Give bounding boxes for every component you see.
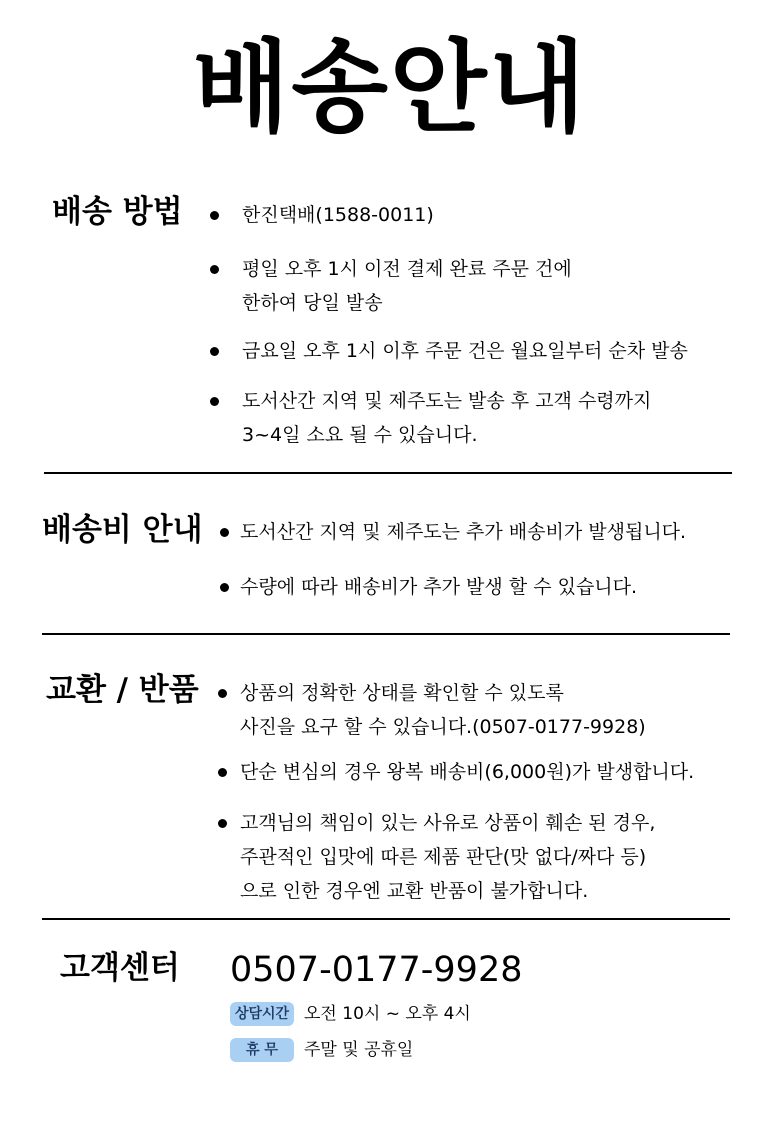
item-line: 한진택배(1588-0011)	[242, 204, 434, 226]
closed-badge: 휴 무	[230, 1038, 294, 1062]
item-line: 도서산간 지역 및 제주도는 발송 후 고객 수령까지	[242, 390, 652, 412]
shipping-fee-item	[220, 515, 686, 549]
divider	[42, 918, 730, 920]
bullet-icon	[210, 397, 219, 406]
closed-text: 주말 및 공휴일	[304, 1040, 414, 1060]
item-line: 금요일 오후 1시 이후 주문 건은 월요일부터 순차 발송	[242, 340, 688, 362]
item-line: 으로 인한 경우엔 교환 반품이 불가합니다.	[240, 880, 589, 902]
shipping-fee-item	[220, 570, 637, 604]
item-line: 평일 오후 1시 이전 결제 완료 주문 건에	[242, 258, 572, 280]
shipping-method-item	[210, 384, 651, 452]
shipping-method-item	[210, 198, 434, 232]
hours-text: 오전 10시 ~ 오후 4시	[304, 1004, 471, 1024]
exchange-return-heading: 교환 / 반품	[46, 672, 199, 708]
page-title: 배송안내	[192, 29, 588, 146]
bullet-icon	[218, 689, 227, 698]
shipping-method-item	[210, 334, 688, 368]
customer-center-phone: 0507-0177-9928	[230, 950, 523, 990]
bullet-icon	[220, 528, 229, 537]
exchange-return-item	[218, 755, 694, 789]
hours-badge: 상담시간	[230, 1002, 294, 1026]
item-line: 수량에 따라 배송비가 추가 발생 할 수 있습니다.	[240, 576, 638, 598]
divider	[44, 472, 732, 474]
item-line: 한하여 당일 발송	[242, 292, 383, 314]
exchange-return-item	[218, 806, 655, 908]
exchange-return-item	[218, 676, 646, 744]
item-line: 주관적인 입맛에 따른 제품 판단(맛 없다/짜다 등)	[240, 846, 647, 868]
shipping-fee-heading: 배송비 안내	[42, 512, 203, 548]
divider	[42, 633, 730, 635]
bullet-icon	[220, 583, 229, 592]
shipping-method-item	[210, 252, 572, 320]
bullet-icon	[210, 211, 219, 220]
customer-center-heading: 고객센터	[60, 950, 180, 986]
item-line: 상품의 정확한 상태를 확인할 수 있도록	[240, 682, 564, 704]
bullet-icon	[210, 265, 219, 274]
item-line: 사진을 요구 할 수 있습니다.(0507-0177-9928)	[240, 716, 646, 738]
item-line: 단순 변심의 경우 왕복 배송비(6,000원)가 발생합니다.	[240, 761, 695, 783]
bullet-icon	[210, 347, 219, 356]
item-line: 도서산간 지역 및 제주도는 추가 배송비가 발생됩니다.	[240, 521, 687, 543]
item-line: 고객님의 책임이 있는 사유로 상품이 훼손 된 경우,	[240, 812, 656, 834]
shipping-method-heading: 배송 방법	[52, 194, 183, 230]
bullet-icon	[218, 819, 227, 828]
bullet-icon	[218, 768, 227, 777]
item-line: 3~4일 소요 될 수 있습니다.	[242, 424, 478, 446]
